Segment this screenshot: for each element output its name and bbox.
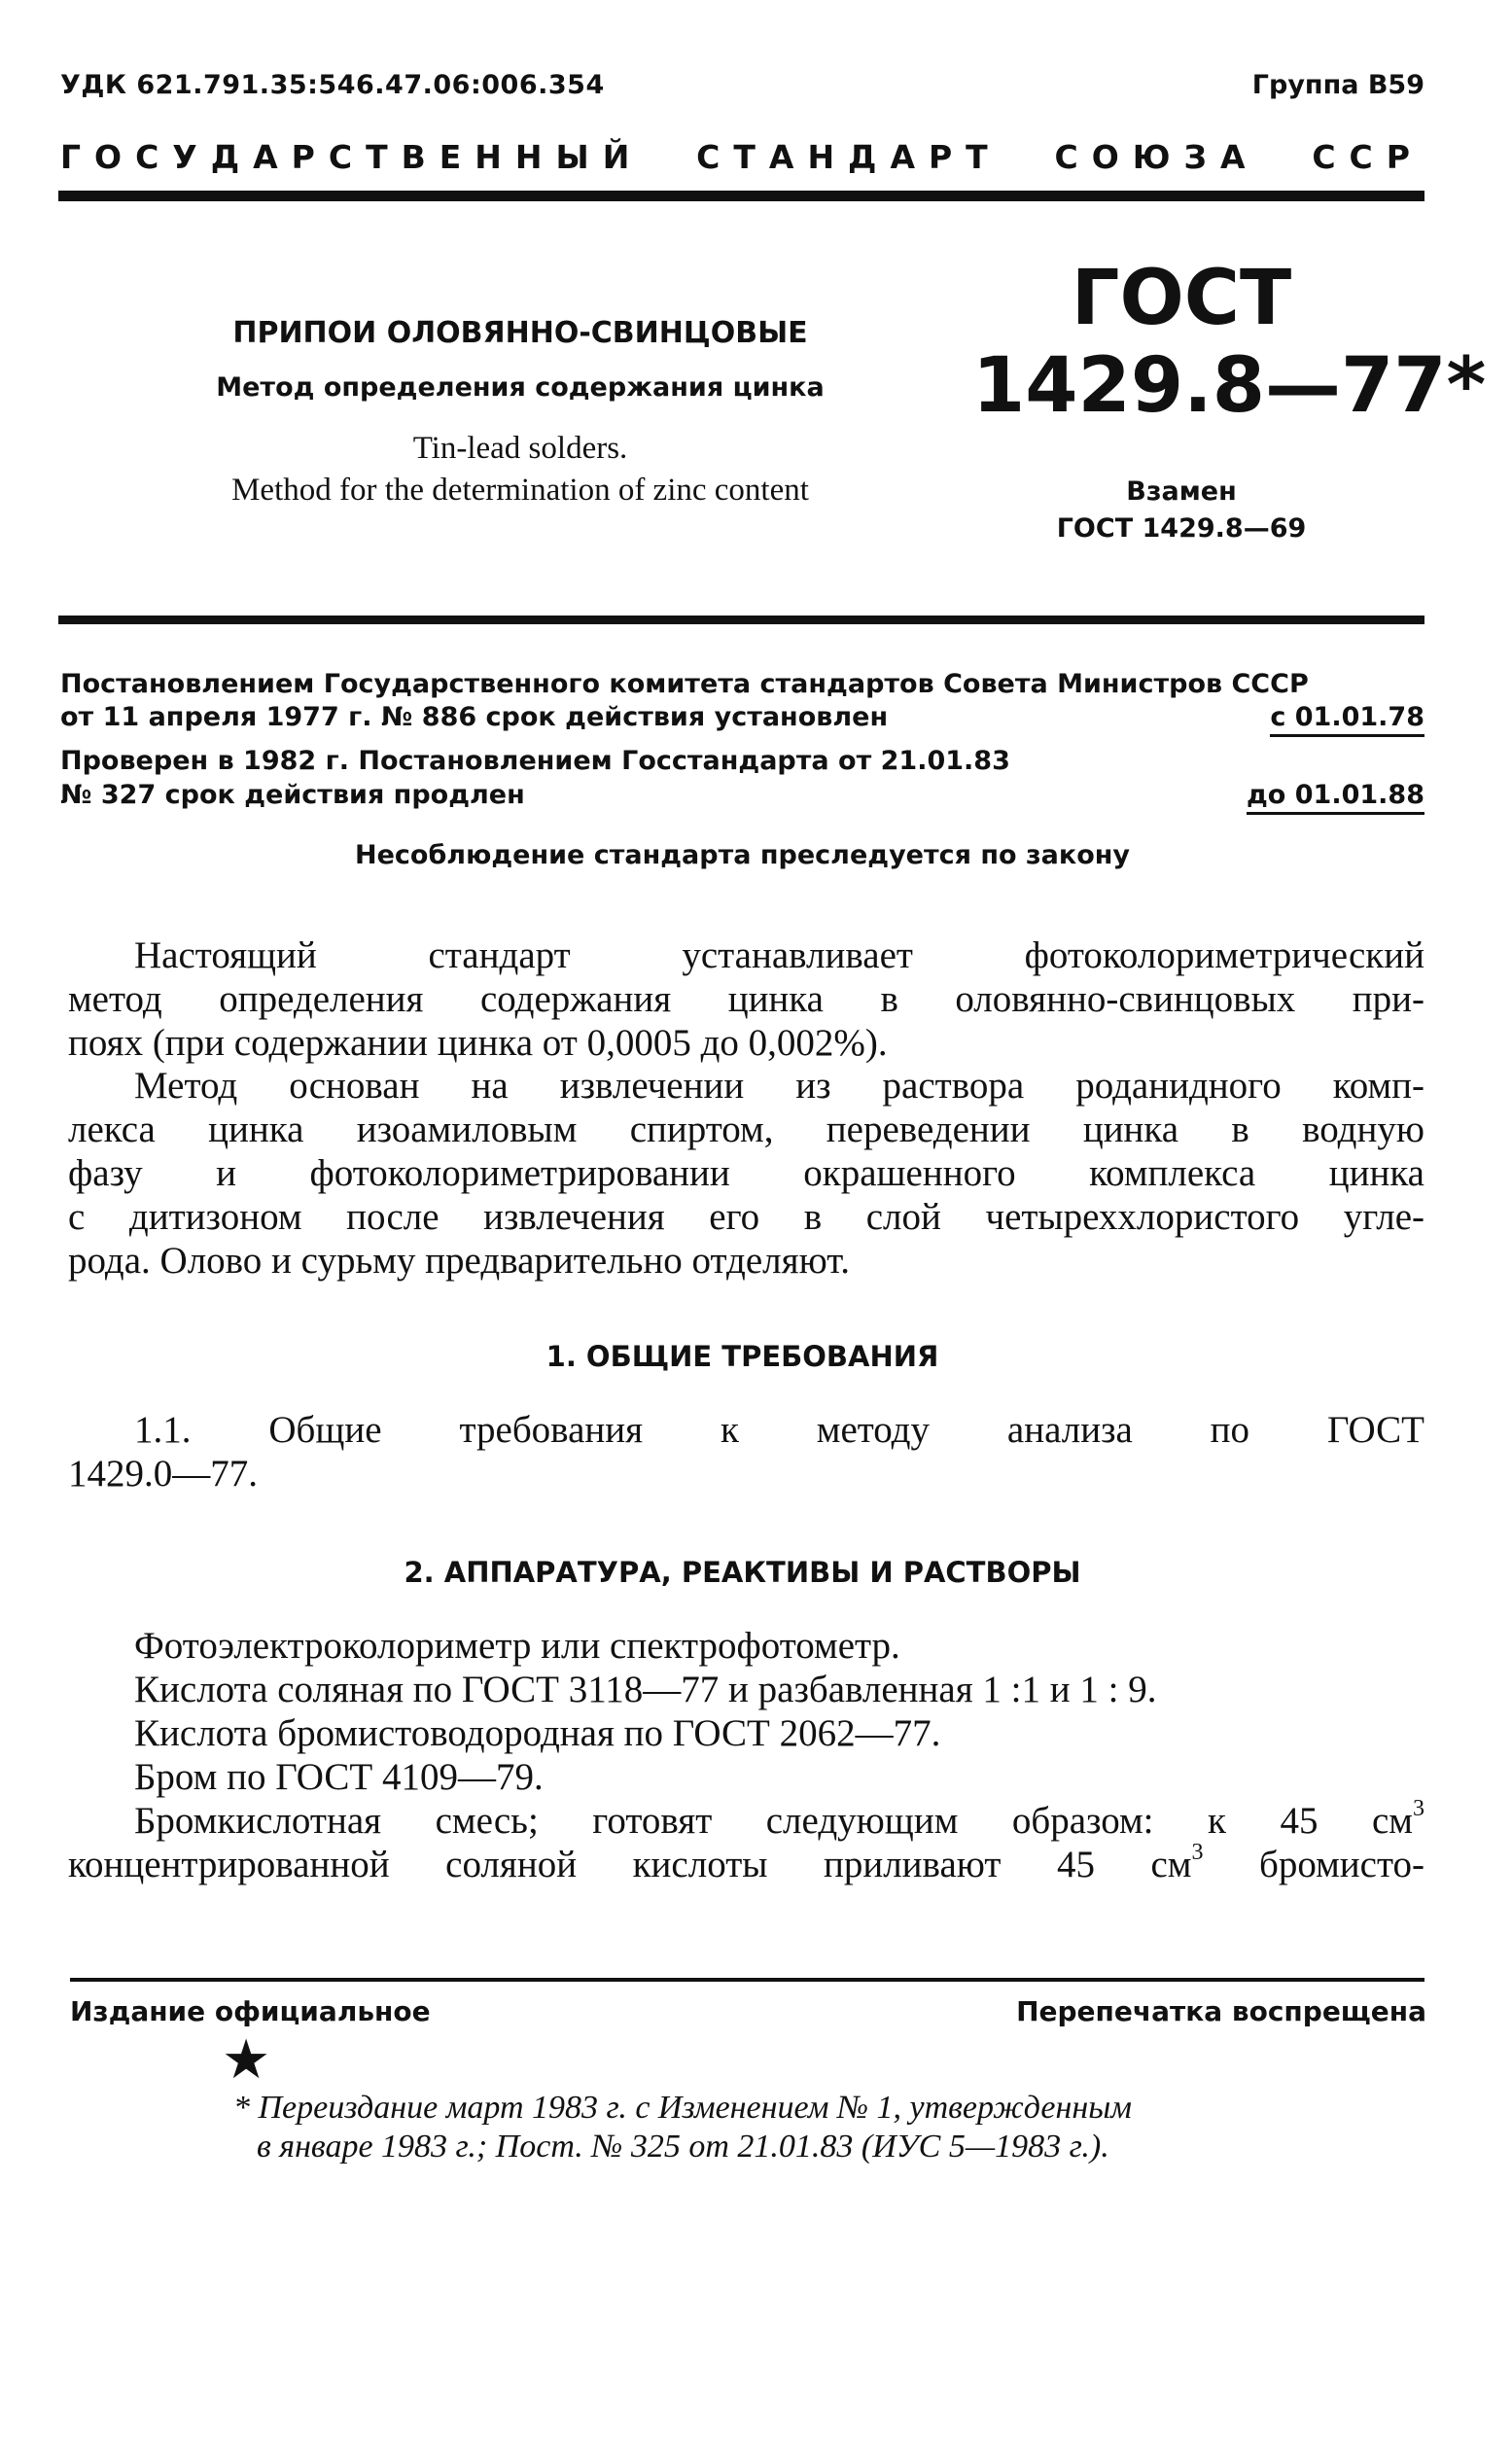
group-code: Группа В59 <box>1251 70 1424 100</box>
heading-word-3: СОЮЗА <box>1054 138 1259 176</box>
effective-date: с 01.01.78 <box>1270 702 1424 737</box>
decree-text: Проверен в 1982 г. Постановлением Госстандарта от 21.01.83 <box>60 746 1010 776</box>
text-line: лекса цинка изоамиловым спиртом, переведении цинка в водную <box>68 1109 1424 1150</box>
text-line: Фотоэлектроколориметр или спектрофотометр. <box>134 1625 900 1667</box>
header-rule <box>58 191 1424 201</box>
replaces-label: Взамен <box>1126 476 1237 507</box>
text-line: поях (при содержании цинка от 0,0005 до 0,002%). <box>68 1022 888 1064</box>
standard-name-ru: ПРИПОИ ОЛОВЯННО-СВИНЦОВЫЕ <box>232 316 808 350</box>
text-line: рода. Олово и сурьму предварительно отделяют. <box>68 1240 851 1282</box>
text-line: метод определения содержания цинка в оловянно-свинцовых при- <box>68 978 1424 1020</box>
name-en-line-2: Method for the determination of zinc content <box>231 473 809 508</box>
standard-subtitle-ru: Метод определения содержания цинка <box>216 372 825 403</box>
text-line <box>68 1840 1424 1886</box>
decree-line-1 <box>60 669 1424 699</box>
legal-warning: Несоблюдение стандарта преследуется по закону <box>354 840 1131 870</box>
text-line <box>68 1796 1424 1843</box>
udk-code: УДК 621.791.35:546.47.06:006.354 <box>60 70 605 100</box>
standard-name-en <box>107 428 933 511</box>
section-2-title: 2. АППАРАТУРА, РЕАКТИВЫ И РАСТВОРЫ <box>404 1556 1081 1589</box>
text-line: фазу и фотоколориметрировании окрашенного комплекса цинка <box>68 1152 1424 1194</box>
gost-label: ГОСТ <box>1071 255 1292 342</box>
text-line: 1429.0—77. <box>68 1453 258 1495</box>
decree-line-4 <box>60 780 1424 815</box>
footnote-line-1: * Переиздание март 1983 г. с Изменением № 1, утвержденным <box>233 2090 1132 2126</box>
text-fragment: Бромкислотная смесь; готовят следующим образом: к 45 см <box>134 1800 1413 1842</box>
superscript: 3 <box>1191 1840 1204 1865</box>
decree-text: Постановлением Государственного комитета стандартов Совета Министров СССР <box>60 669 1309 699</box>
heading-word-1: ГОСУДАРСТВЕННЫЙ <box>60 138 644 176</box>
official-edition-label: Издание официальное <box>70 1995 431 2027</box>
heading-word-2: СТАНДАРТ <box>696 138 1002 176</box>
intro-paragraph-1 <box>68 933 1424 1065</box>
name-en-line-1: Tin-lead solders. <box>412 431 628 466</box>
text-line: Настоящий стандарт устанавливает фотоколориметрический <box>134 934 1424 976</box>
footnote-line-2: в январе 1983 г.; Пост. № 325 от 21.01.83 (ИУС 5—1983 г.). <box>257 2129 1109 2165</box>
text-line: Кислота бромистоводородная по ГОСТ 2062—77. <box>134 1712 941 1754</box>
heading-word-4: ССР <box>1312 138 1424 176</box>
section-1-title: 1. ОБЩИЕ ТРЕБОВАНИЯ <box>545 1340 939 1373</box>
replaces-value: ГОСТ 1429.8—69 <box>1056 513 1307 544</box>
extended-date: до 01.01.88 <box>1247 780 1424 815</box>
decree-line-2 <box>60 702 1424 737</box>
decree-line-3 <box>60 746 1424 776</box>
footnote <box>233 2089 1264 2166</box>
section-1-body <box>68 1408 1424 1496</box>
text-fragment: концентрированной соляной кислоты приливают 45 см <box>68 1844 1192 1885</box>
state-standard-heading <box>60 138 1424 176</box>
footer-rule <box>70 1978 1424 1982</box>
star-icon: ★ <box>222 2028 271 2092</box>
section-2-body <box>68 1624 1424 1886</box>
text-line: 1.1. Общие требования к методу анализа по ГОСТ <box>134 1409 1424 1451</box>
decree-text: № 327 срок действия продлен <box>60 780 525 810</box>
text-fragment: бромисто- <box>1203 1844 1424 1885</box>
decree-text: от 11 апреля 1977 г. № 886 срок действия установлен <box>60 702 889 732</box>
gost-number: 1429.8—77* <box>972 342 1487 430</box>
text-line: Кислота соляная по ГОСТ 3118—77 и разбавленная 1 :1 и 1 : 9. <box>134 1669 1157 1710</box>
text-line: Метод основан на извлечении из раствора роданидного комп- <box>134 1065 1424 1107</box>
intro-paragraph-2 <box>68 1064 1424 1283</box>
title-rule <box>58 616 1424 624</box>
superscript: 3 <box>1413 1796 1424 1821</box>
reprint-prohibited-label: Перепечатка воспрещена <box>1016 1995 1426 2027</box>
text-line: Бром по ГОСТ 4109—79. <box>134 1756 544 1798</box>
text-line: с дитизоном после извлечения его в слой четыреххлористого угле- <box>68 1196 1424 1238</box>
